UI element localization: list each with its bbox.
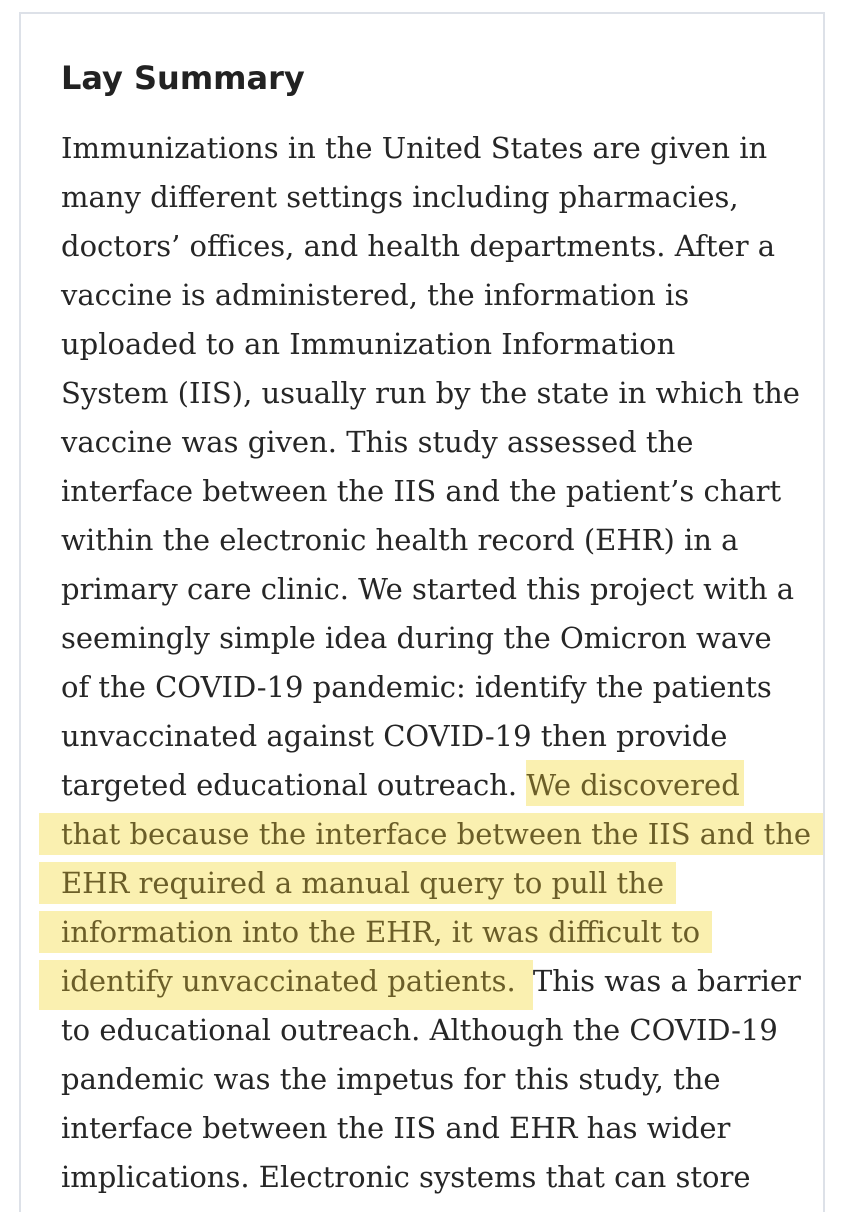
text-line xyxy=(61,369,801,418)
text-line xyxy=(61,859,801,908)
line-text: vaccine was given. This study assessed the xyxy=(61,425,694,459)
line-text: interface between the IIS and EHR has wider xyxy=(61,1111,731,1145)
text-line xyxy=(61,663,801,712)
text-line xyxy=(61,908,801,957)
text-line xyxy=(61,1104,801,1153)
lay-summary-card xyxy=(19,12,825,1212)
line-text: implications. Electronic systems that can store xyxy=(61,1160,751,1194)
text-line xyxy=(61,614,801,663)
line-text: many different settings including pharmacies, xyxy=(61,180,739,214)
highlighted-text: identify unvaccinated patients. xyxy=(39,960,533,1010)
text-line xyxy=(61,467,801,516)
line-text: Immunizations in the United States are given in xyxy=(61,131,768,165)
text-line xyxy=(61,516,801,565)
line-text: targeted educational outreach. xyxy=(61,768,527,802)
line-text: to educational outreach. Although the COVID-19 xyxy=(61,1013,778,1047)
line-text: primary care clinic. We started this project with a xyxy=(61,572,795,606)
text-line xyxy=(61,712,801,761)
line-text: System (IIS), usually run by the state in which the xyxy=(61,376,800,410)
line-text: of the COVID-19 pandemic: identify the patients xyxy=(61,670,772,704)
text-line xyxy=(61,271,801,320)
line-text: uploaded to an Immunization Information xyxy=(61,327,676,361)
text-line xyxy=(61,320,801,369)
highlighted-text: EHR required a manual query to pull the xyxy=(39,862,676,904)
line-text: vaccine is administered, the information is xyxy=(61,278,690,312)
text-line xyxy=(61,1153,801,1202)
text-line xyxy=(61,761,801,810)
text-line xyxy=(61,565,801,614)
text-line xyxy=(61,418,801,467)
text-line xyxy=(61,173,801,222)
highlighted-text: We discovered xyxy=(526,760,743,806)
highlighted-text: information into the EHR, it was difficult to xyxy=(39,911,712,953)
text-line xyxy=(61,124,801,173)
line-text: within the electronic health record (EHR) in a xyxy=(61,523,739,557)
line-text: This was a barrier xyxy=(532,964,801,998)
line-text: pandemic was the impetus for this study, the xyxy=(61,1062,721,1096)
section-title: Lay Summary xyxy=(61,59,305,97)
line-text: interface between the IIS and the patient’s chart xyxy=(61,474,782,508)
summary-body xyxy=(61,124,812,1202)
text-line xyxy=(61,1055,801,1104)
line-text: seemingly simple idea during the Omicron wave xyxy=(61,621,772,655)
line-text: unvaccinated against COVID-19 then provide xyxy=(61,719,728,753)
text-line xyxy=(61,1006,801,1055)
text-line xyxy=(61,222,801,271)
line-text: doctors’ offices, and health departments. After a xyxy=(61,229,776,263)
text-line xyxy=(61,957,801,1006)
highlighted-text: that because the interface between the IIS and the xyxy=(39,813,823,855)
text-line xyxy=(61,810,812,859)
